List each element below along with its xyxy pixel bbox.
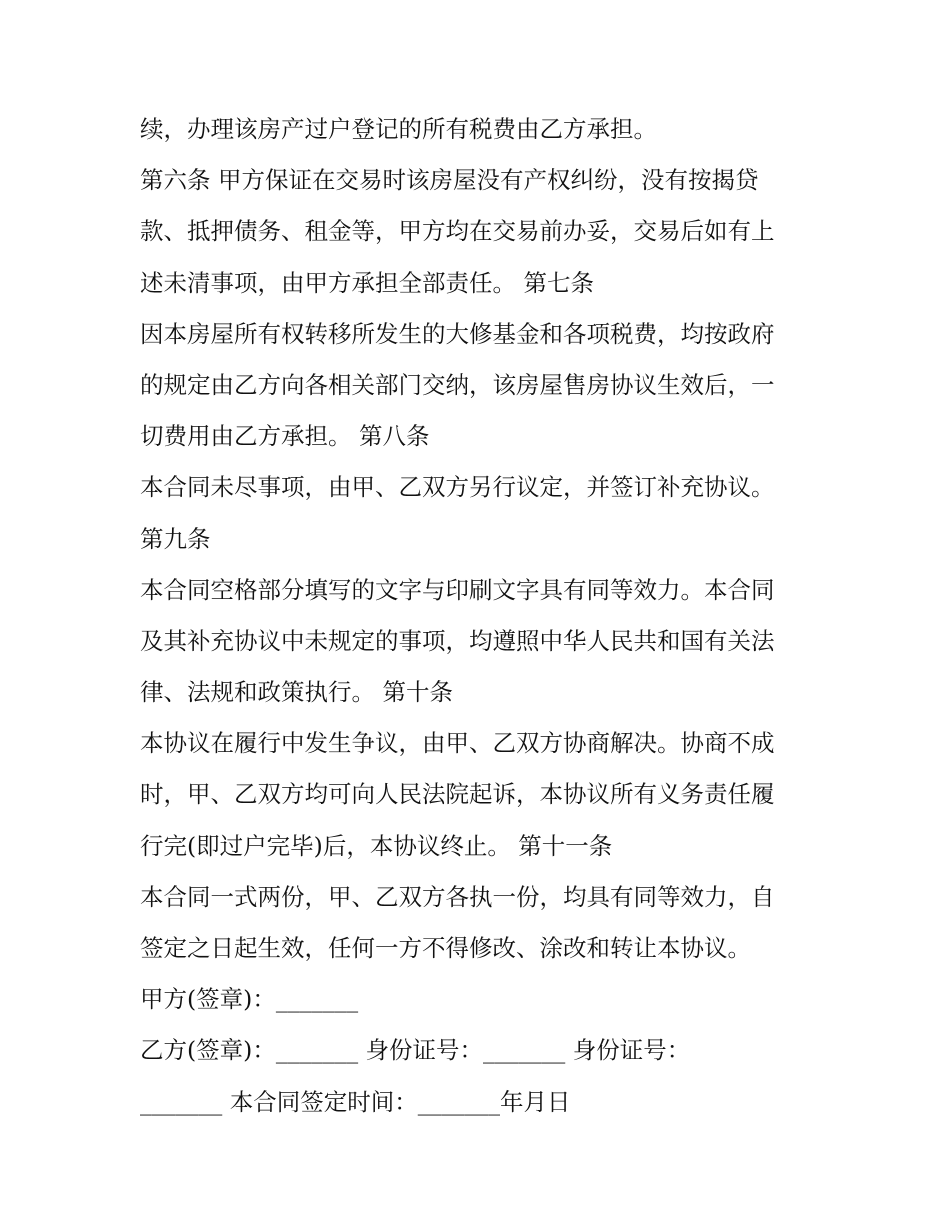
party-b-signature-line: 乙方(签章)：_______ 身份证号：_______ 身份证号： — [140, 1036, 691, 1065]
text-line-3: 款、抵押债务、租金等，甲方均在交易前办妥，交易后如有上 — [140, 217, 775, 246]
text-line-16: 本合同一式两份，甲、乙双方各执一份，均具有同等效力，自 — [140, 882, 775, 911]
text-line-15: 行完(即过户完毕)后，本协议终止。 第十一条 — [140, 831, 613, 860]
text-line-12: 律、法规和政策执行。 第十条 — [140, 678, 453, 707]
text-line-1: 续，办理该房产过户登记的所有税费由乙方承担。 — [140, 115, 657, 143]
text-line-8: 本合同未尽事项，由甲、乙双方另行议定，并签订补充协议。 — [140, 473, 775, 502]
contract-text — [140, 107, 820, 1131]
text-line-7: 切费用由乙方承担。 第八条 — [140, 422, 430, 451]
party-a-signature-line: 甲方(签章)：_______ — [140, 985, 359, 1014]
text-line-9: 第九条 — [140, 524, 211, 553]
text-line-10: 本合同空格部分填写的文字与印刷文字具有同等效力。本合同 — [140, 575, 775, 604]
text-line-11: 及其补充协议中未规定的事项，均遵照中华人民共和国有关法 — [140, 626, 775, 655]
text-line-14: 时，甲、乙双方均可向人民法院起诉，本协议所有义务责任履 — [140, 780, 775, 809]
signing-date-line: _______ 本合同签定时间：_______年月日 — [140, 1087, 571, 1116]
text-line-6: 的规定由乙方向各相关部门交纳，该房屋售房协议生效后，一 — [140, 370, 775, 399]
text-line-13: 本协议在履行中发生争议，由甲、乙双方协商解决。协商不成 — [140, 729, 775, 758]
text-line-4: 述未清事项，由甲方承担全部责任。 第七条 — [140, 268, 594, 297]
text-line-2: 第六条 甲方保证在交易时该房屋没有产权纠纷，没有按揭贷 — [140, 166, 759, 195]
text-line-17: 签定之日起生效，任何一方不得修改、涂改和转让本协议。 — [140, 934, 751, 962]
text-line-5: 因本房屋所有权转移所发生的大修基金和各项税费，均按政府 — [140, 319, 775, 348]
